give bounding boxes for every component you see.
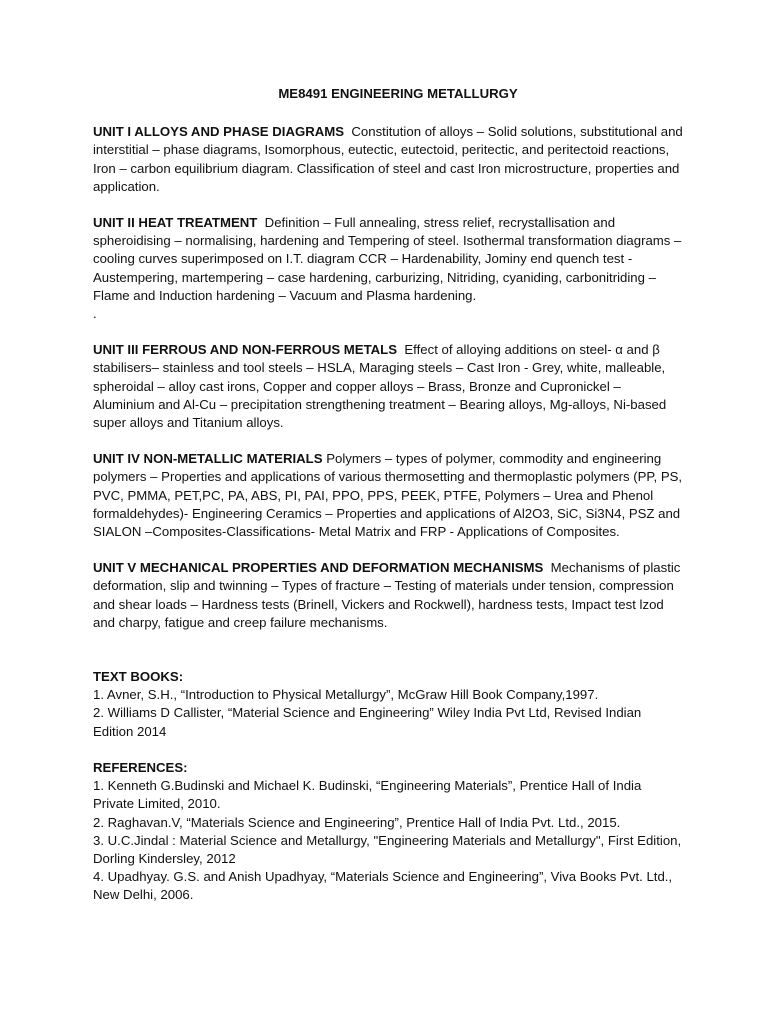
unit-1-body: Constitution of alloys – Solid solutions, substitutional and interstitial – phase diagrams, Isomorphous, eutectic, eutectoid, peritectic, and peritectoid reactions, Iron – carbon equilibrium diagram. Classification of steel and cast Iron microstructure, properties and application. bbox=[93, 124, 683, 194]
list-item: 3. U.C.Jindal : Material Science and Metallurgy, "Engineering Materials and Metallurgy", First Edition, Dorling Kindersley, 2012 bbox=[93, 832, 682, 866]
text-books-heading: TEXT BOOKS: bbox=[93, 669, 184, 685]
unit-3 bbox=[93, 341, 683, 432]
unit-5 bbox=[93, 559, 683, 632]
unit-5-heading: UNIT V MECHANICAL PROPERTIES AND DEFORMATION MECHANISMS bbox=[93, 560, 544, 576]
unit-5-body: Mechanisms of plastic deformation, slip and twinning – Types of fracture – Testing of materials under tension, compression and shear loads – Hardness tests (Brinell, Vickers and Rockwell), hardness tests, Impact test lzod and charpy, fatigue and creep failure mechanisms. bbox=[93, 560, 681, 630]
unit-3-heading: UNIT III FERROUS AND NON-FERROUS METALS bbox=[93, 342, 398, 358]
list-item: 2. Williams D Callister, “Material Science and Engineering” Wiley India Pvt Ltd, Revised Indian Edition 2014 bbox=[93, 705, 642, 739]
list-item: 1. Kenneth G.Budinski and Michael K. Budinski, “Engineering Materials”, Prentice Hall of India Private Limited, 2010. bbox=[93, 778, 642, 812]
unit-1-heading: UNIT I ALLOYS AND PHASE DIAGRAMS bbox=[93, 124, 345, 140]
unit-4-heading: UNIT IV NON-METALLIC MATERIALS bbox=[93, 451, 323, 467]
list-item: 1. Avner, S.H., “Introduction to Physical Metallurgy”, McGraw Hill Book Company,1997. bbox=[93, 687, 599, 703]
unit-2-trailing-dot: . bbox=[93, 306, 97, 322]
document-title: ME8491 ENGINEERING METALLURGY bbox=[278, 86, 518, 101]
unit-2-body: Definition – Full annealing, stress relief, recrystallisation and spheroidising – normalising, hardening and Tempering of steel. Isothermal transformation diagrams – cooling curves superimposed on I.T. diagram CCR – Hardenability, Jominy end quench test - Austempering, martempering – case hardening, carburizing, Nitriding, cyaniding, carbonitriding – Flame and Induction hardening – Vacuum and Plasma hardening. bbox=[93, 215, 682, 303]
unit-1 bbox=[93, 123, 683, 196]
unit-4-body: Polymers – types of polymer, commodity and engineering polymers – Properties and applications of various thermosetting and thermoplastic polymers (PP, PS, PVC, PMMA, PET,PC, PA, ABS, PI, PAI, PPO, PPS, PEEK, PTFE, Polymers – Urea and Phenol formaldehydes)- Engineering Ceramics – Properties and applications of Al2O3, SiC, Si3N4, PSZ and SIALON –Composites-Classifications- Metal Matrix and FRP - Applications of Composites. bbox=[93, 451, 683, 540]
list-item: 2. Raghavan.V, “Materials Science and Engineering”, Prentice Hall of India Pvt. Ltd., 2015. bbox=[93, 814, 621, 830]
unit-2 bbox=[93, 214, 683, 323]
unit-3-body: Effect of alloying additions on steel- α and β stabilisers– stainless and tool steels – HSLA, Maraging steels – Cast Iron - Grey, white, malleable, spheroidal – alloy cast irons, Copper and copper alloys – Brass, Bronze and Cupronickel – Aluminium and Al-Cu – precipitation strengthening treatment – Bearing alloys, Mg-alloys, Ni-based super alloys and Titanium alloys. bbox=[93, 342, 667, 431]
syllabus-page bbox=[93, 85, 683, 923]
text-books-list bbox=[93, 686, 683, 741]
unit-4 bbox=[93, 450, 683, 541]
list-item: 4. Upadhyay. G.S. and Anish Upadhyay, “Materials Science and Engineering”, Viva Books Pvt. Ltd., New Delhi, 2006. bbox=[93, 869, 673, 903]
references-list bbox=[93, 777, 683, 904]
unit-2-heading: UNIT II HEAT TREATMENT bbox=[93, 215, 258, 231]
references-heading: REFERENCES: bbox=[93, 759, 188, 775]
